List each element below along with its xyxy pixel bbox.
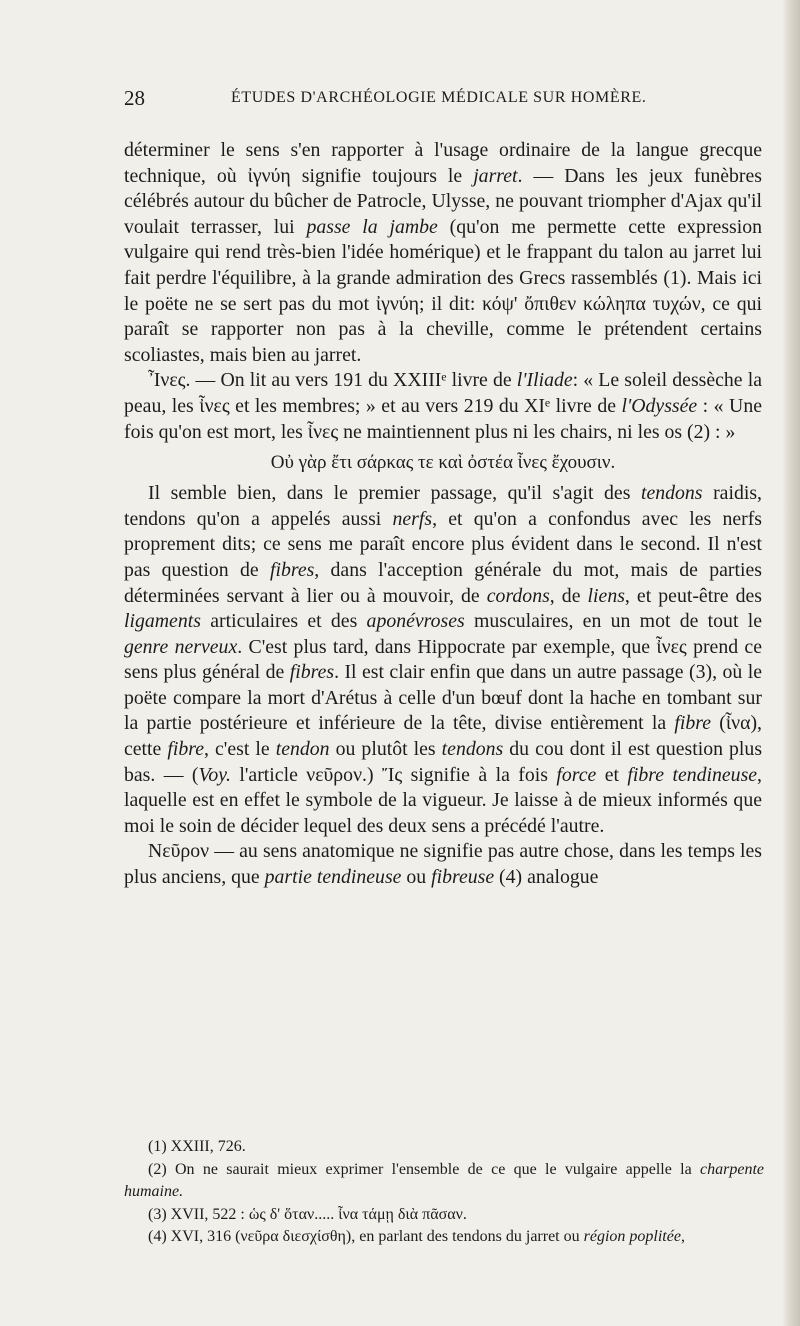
text-run: : « Le soleil dessèche la peau, les ἶνες et les membres; » et au vers 219 du XIᵉ livre de: [124, 369, 762, 417]
italic-run: ligaments: [124, 610, 201, 633]
italic-run: aponévroses: [366, 610, 465, 633]
italic-run: force: [556, 763, 597, 786]
text-run: Il semble bien, dans le premier passage, qu'il s'agit des: [148, 482, 641, 505]
paragraph-tendons: [124, 481, 762, 839]
footnotes: [124, 1136, 764, 1249]
greek-quotation: Οὐ γὰρ ἔτι σάρκας τε καὶ ὀστέα ἶνες ἔχουσιν.: [270, 452, 616, 474]
italic-run: région poplitée: [583, 1228, 681, 1246]
footnote-4: [124, 1226, 764, 1249]
page-number: 28: [124, 86, 145, 110]
text-run: articulaires et des: [200, 610, 367, 633]
text-run: (2) On ne saurait mieux exprimer l'ensemble de ce que le vulgaire appelle la: [148, 1160, 701, 1178]
footnote-3: (3) XVII, 522 : ὡς δ' ὅταν..... ἶνα τάμῃ διὰ πᾶσαν.: [148, 1205, 467, 1223]
italic-run: liens: [587, 584, 625, 607]
paragraph-ines: [124, 368, 762, 445]
italic-run: fibreuse: [431, 866, 495, 889]
italic-run: fibres: [269, 558, 315, 581]
text-run: , dans l'acception générale du mot, mais de parties déterminées servant à lier ou à mouvoir, de: [124, 558, 762, 607]
text-run: déterminer le sens s'en rapporter à l'usage ordinaire de la langue grecque technique, où ἰγνύη signifie toujours le: [124, 139, 762, 187]
text-run: , c'est le: [204, 738, 276, 761]
text-run: (ἶνα), cette: [124, 712, 762, 761]
footnote-2: [124, 1159, 764, 1204]
text-run: . C'est plus tard, dans Hippocrate par exemple, que ἶνες prend ce sens plus général de: [124, 635, 762, 684]
text-run: Ἶνες. — On lit au vers 191 du XXIIIᵉ livre de: [148, 369, 517, 392]
italic-run: Voy.: [198, 763, 231, 786]
italic-run: passe la jambe: [306, 215, 438, 238]
page-header: [124, 86, 762, 116]
italic-run: tendons: [441, 738, 504, 761]
italic-run: tendon: [275, 738, 330, 761]
italic-run: nerfs: [392, 507, 433, 530]
italic-run: l'Odyssée: [621, 394, 698, 417]
text-run: , de: [549, 584, 588, 607]
text-run: ,: [680, 1228, 685, 1246]
italic-run: jarret: [473, 164, 518, 187]
text-run: ou: [401, 866, 432, 889]
text-run: , et peut-être des: [624, 584, 762, 607]
paragraph-neuron: [124, 839, 762, 890]
paragraph-1: [124, 138, 762, 368]
text-run: raidis, tendons qu'on a appelés aussi: [124, 482, 762, 530]
italic-run: cordons: [486, 584, 550, 607]
text-run: ou plutôt les: [329, 738, 442, 761]
running-title: ÉTUDES D'ARCHÉOLOGIE MÉDICALE SUR HOMÈRE.: [231, 89, 647, 106]
italic-run: partie tendineuse: [264, 866, 402, 889]
italic-run: fibre: [167, 738, 205, 761]
italic-run: tendons: [640, 482, 703, 505]
text-run: (4) analogue: [494, 866, 599, 889]
text-run: . Il est clair enfin que dans un autre passage (3), où le poëte compare la mort d'Arétus à celle d'un bœuf dont la hache en tombant sur la partie postérieure et inférieure de la tête, divise entièrement la: [124, 661, 762, 735]
italic-run: fibres: [289, 661, 335, 684]
text-run: , laquelle est en effet le symbole de la vigueur. Je laisse à de mieux informés que moi le soin de décider lequel des deux sens a précédé l'autre.: [124, 763, 762, 837]
text-run: du cou dont il est question plus bas. — (: [124, 738, 763, 786]
text-run: et: [596, 763, 628, 786]
text-run: (4) XVI, 316 (νεῦρα διεσχίσθη), en parlant des tendons du jarret ou: [148, 1228, 584, 1246]
page-edge-shadow: [782, 0, 800, 1326]
text-run: , et qu'on a confondus avec les nerfs proprement dits; ce sens me paraît encore plus évident dans le second. Il n'est pas question de: [124, 507, 762, 581]
text-run: . — Dans les jeux funèbres célébrés autour du bûcher de Patrocle, Ulysse, ne pouvant triompher d'Ajax qu'il voulait terrasser, lui: [124, 164, 762, 238]
italic-run: l'Iliade: [516, 369, 573, 392]
body-text: [124, 138, 762, 891]
italic-run: fibre: [674, 712, 711, 735]
text-run: : « Une fois qu'on est mort, les ἶνες ne maintiennent plus ni les chairs, ni les os (2) : »: [124, 394, 762, 443]
text-run: (qu'on me permette cette expression vulgaire qui rend très-bien l'idée homérique) et le frappant du talon au jarret lui fait perdre l'équilibre, à la grande admiration des Grecs rassemblés (1). Mais ici le poëte ne se sert pas du mot ἰγνύη; il dit: κόψ' ὄπιθεν κώληπα τυχών, ce qui paraît se rapporter non pas à la cheville, comme le prétendent certains scoliastes, mais bien au jarret.: [124, 215, 762, 366]
text-run: musculaires, en un mot de tout le: [464, 610, 762, 633]
italic-run: fibre tendineuse: [627, 763, 758, 786]
footnote-1: (1) XXIII, 726.: [148, 1138, 246, 1155]
text-run: l'article νεῦρον.) Ἴς signifie à la fois: [230, 763, 557, 786]
italic-run: genre nerveux: [124, 635, 238, 658]
italic-run: charpente humaine.: [124, 1160, 764, 1201]
text-run: Νεῦρον — au sens anatomique ne signifie pas autre chose, dans les temps les plus anciens, que: [124, 840, 762, 889]
